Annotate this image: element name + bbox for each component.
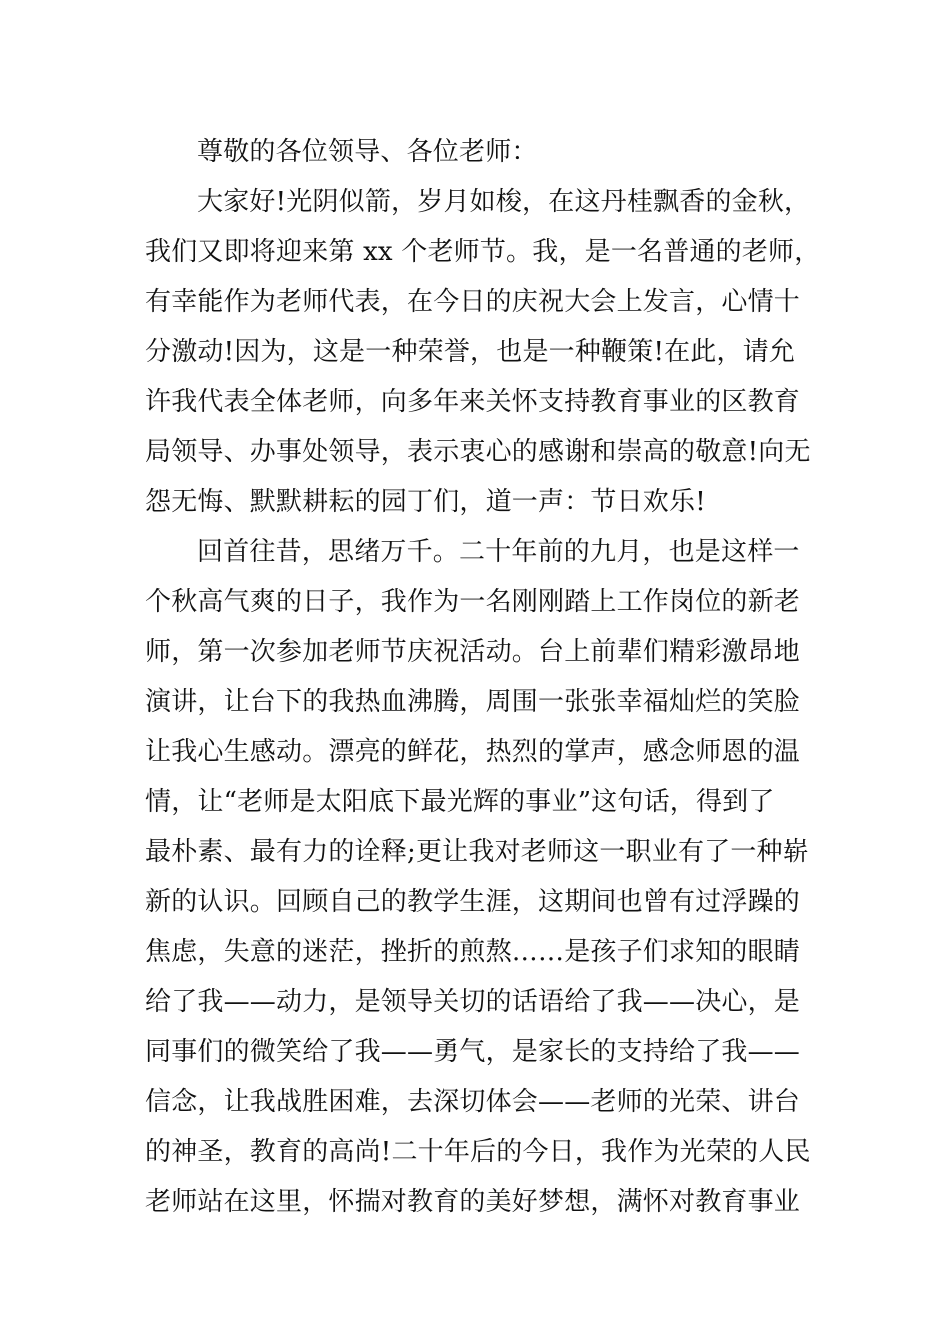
paragraph-line: 有幸能作为老师代表，在今日的庆祝大会上发言，心情十 bbox=[145, 287, 801, 317]
paragraph-line: 局领导、办事处领导，表示衷心的感谢和崇高的敬意!向无 bbox=[145, 437, 811, 467]
greeting-line: 尊敬的各位领导、各位老师： bbox=[197, 137, 538, 167]
paragraph-line: 焦虑，失意的迷茫，挫折的煎熬……是孩子们求知的眼睛 bbox=[145, 937, 801, 967]
paragraph-line: 情，让“老师是太阳底下最光辉的事业”这句话，得到了 bbox=[145, 787, 775, 817]
paragraph-line: 许我代表全体老师，向多年来关怀支持教育事业的区教育 bbox=[145, 387, 801, 417]
paragraph-line: 分激动!因为，这是一种荣誉，也是一种鞭策!在此，请允 bbox=[145, 337, 796, 367]
paragraph-line: 同事们的微笑给了我——勇气，是家长的支持给了我—— bbox=[145, 1037, 801, 1067]
paragraph-line: 最朴素、最有力的诠释;更让我对老师这一职业有了一种崭 bbox=[145, 837, 809, 867]
paragraph-line: 的神圣，教育的高尚!二十年后的今日，我作为光荣的人民 bbox=[145, 1137, 811, 1167]
paragraph-line: 演讲，让台下的我热血沸腾，周围一张张幸福灿烂的笑脸 bbox=[145, 687, 801, 717]
paragraph-line: 信念，让我战胜困难，去深切体会——老师的光荣、讲台 bbox=[145, 1087, 801, 1117]
paragraph-line: 让我心生感动。漂亮的鲜花，热烈的掌声，感念师恩的温 bbox=[145, 737, 801, 767]
paragraph-line: 老师站在这里，怀揣对教育的美好梦想，满怀对教育事业 bbox=[145, 1187, 801, 1217]
paragraph-line: 回首往昔，思绪万千。二十年前的九月，也是这样一 bbox=[197, 537, 800, 567]
paragraph-line: 师，第一次参加老师节庆祝活动。台上前辈们精彩激昂地 bbox=[145, 637, 801, 667]
paragraph-line: 大家好!光阴似箭，岁月如梭，在这丹桂飘香的金秋， bbox=[197, 187, 811, 217]
paragraph-line: 新的认识。回顾自己的教学生涯，这期间也曾有过浮躁的 bbox=[145, 887, 801, 917]
paragraph-line: 怨无悔、默默耕耘的园丁们，道一声：节日欢乐! bbox=[145, 487, 706, 517]
paragraph-line: 我们又即将迎来第 xx 个老师节。我，是一名普通的老师， bbox=[145, 237, 821, 267]
paragraph-line: 个秋高气爽的日子，我作为一名刚刚踏上工作岗位的新老 bbox=[145, 587, 801, 617]
paragraph-line: 给了我——动力，是领导关切的话语给了我——决心，是 bbox=[145, 987, 801, 1017]
